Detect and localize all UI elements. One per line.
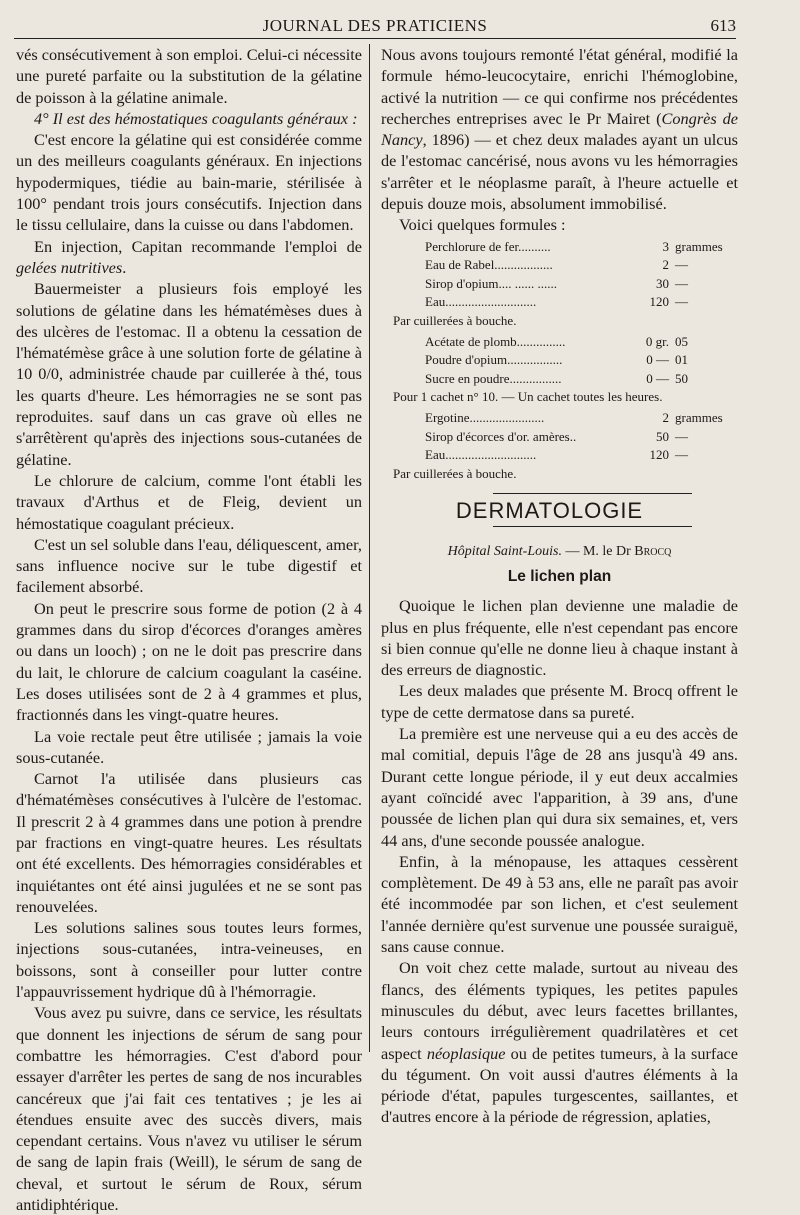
formula-row xyxy=(381,275,738,294)
ingredient-name: Sucre en poudre................ xyxy=(425,370,562,386)
text-run: On voit chez cette malade, surtout au niveau des flancs, des éléments typiques, les petites papules minuscules du début, avec leurs facettes brillantes, leurs contours irrégulièrement quadrilatères et cet aspect xyxy=(381,958,738,1063)
paragraph: Quoique le lichen plan devienne une maladie de plus en plus fréquente, elle n'est cependant pas encore si bien connue qu'elle ne donne lieu à chaque instant à des erreurs de diagnostic. xyxy=(381,596,738,680)
paragraph: Les deux malades que présente M. Brocq offrent le type de cette dermatose dans sa pureté. xyxy=(381,681,738,722)
ingredient-qty: 50 xyxy=(656,428,669,444)
formula-note: Par cuillerées à bouche. xyxy=(393,313,517,329)
ingredient-name: Ergotine....................... xyxy=(425,410,545,426)
ingredient-qty: 3 xyxy=(662,238,669,254)
italic-term: Congrès de Nancy xyxy=(381,108,739,150)
paragraph: C'est un sel soluble dans l'eau, déliquescent, amer, sans influence nocive sur le tube digestif et facilement absorbé. xyxy=(16,534,362,597)
text-run: . xyxy=(122,257,127,277)
formula-row xyxy=(381,293,738,312)
ingredient-name: Poudre d'opium................. xyxy=(425,352,563,368)
column-divider xyxy=(369,44,370,1052)
ingredient-unit: grammes xyxy=(675,238,723,254)
ingredient-unit: — xyxy=(675,294,688,310)
formula-note: Par cuillerées à bouche. xyxy=(393,465,517,481)
ingredient-unit: 50 xyxy=(675,370,688,386)
formula-note: Pour 1 cachet n° 10. — Un cachet toutes les heures. xyxy=(393,389,663,405)
ingredient-unit: grammes xyxy=(675,410,723,426)
formula-row xyxy=(381,446,738,465)
text-run: En injection, Capitan recommande l'emploi de xyxy=(34,236,362,256)
formula-row xyxy=(381,351,738,370)
ingredient-name: Sirop d'écorces d'or. amères.. xyxy=(425,428,577,444)
ingredient-unit: 01 xyxy=(675,352,688,368)
ingredient-unit: — xyxy=(675,447,688,463)
text-run: Nous avons toujours remonté l'état général, modifié la formule hémo-leucocytaire, enrichi l'hémoglobine, activé la nutrition — ce qui confirme nos précédentes recherches entreprises avec le Pr Mairet ( xyxy=(381,45,738,128)
paragraph: Les solutions salines sous toutes leurs formes, injections sous-cutanées, intra-veineuses, en boissons, sont à conseiller pour lutter contre l'appauvrissement hydrique dû à l'hémorragie. xyxy=(16,918,362,1002)
ingredient-name: Acétate de plomb............... xyxy=(425,333,566,349)
running-header xyxy=(14,12,736,39)
formula-row xyxy=(381,256,738,275)
ingredient-unit: — xyxy=(675,275,688,291)
paragraph: On peut le prescrire sous forme de potion (2 à 4 grammes dans du sirop d'écorces d'oranges amères ou dans un looch) ; on ne le doit pas prescrire dans du lait, le chlorure de calcium coagulant la caséine. Les doses utilisées sont de 2 à 4 grammes et plus, fractionnés dans les vingt-quatre heures. xyxy=(16,598,362,725)
ingredient-qty: 120 xyxy=(649,447,669,463)
paragraph: Enfin, à la ménopause, les attaques cessèrent complètement. De 49 à 53 ans, elle ne paraît pas avoir été incommodée par son lichen, et c'est seulement l'année dernière qu'est survenue une poussée suraiguë, sans cause connue. xyxy=(381,851,738,957)
ingredient-qty: 2 xyxy=(662,410,669,426)
ingredient-name: Eau............................ xyxy=(425,294,537,310)
formula-2 xyxy=(381,333,738,407)
formula-row xyxy=(381,370,738,389)
paragraph: Vous avez pu suivre, dans ce service, les résultats que donnent les injections de sérum de sang pour combattre les hémorragies. C'est d'abord pour essayer d'arrêter les pertes de sang de nos incurables cancéreux que j'ai fait ces tentatives ; je les ai étendues ensuite avec des succès divers, mais cependant certains. Vous n'avez vu utiliser le sérum de sang de lapin frais (Weill), le sérum de sang de cheval, et surtout le sérum de Roux, sérum antidiphtérique. xyxy=(16,1003,362,1215)
section-title: DERMATOLOGIE xyxy=(455,498,644,524)
formula-row xyxy=(381,409,738,428)
left-column xyxy=(16,44,362,1215)
italic-term: néoplasique xyxy=(426,1043,506,1063)
paragraph xyxy=(381,957,738,1127)
section-heading: 4° Il est des hémostatiques coagulants généraux : xyxy=(34,108,358,128)
formula-row xyxy=(381,428,738,447)
article-title: Le lichen plan xyxy=(507,567,612,585)
paragraph: Bauermeister a plusieurs fois employé les solutions de gélatine dans les hématémèses dues à des ulcères de l'estomac. Il a obtenu la cessation de l'hématémèse grâce à une solution forte de gélatine à 10 0/0, administrée chaude par cuillerée à thé, tous les quarts d'heure. Les hémorragies ne se sont pas reproduites. sauf dans un cas grave où elles ne s'arrêtèrent qu'après des injections sous-cutanées de gélatine. xyxy=(16,279,362,469)
ingredient-qty: 120 xyxy=(649,294,669,310)
right-column xyxy=(381,44,738,1128)
section-rule-bottom xyxy=(493,526,692,527)
ingredient-unit: 05 xyxy=(675,333,688,349)
ingredient-qty: 2 xyxy=(662,257,669,273)
ingredient-qty: 0 — xyxy=(646,352,669,368)
byline-author: Brocq xyxy=(634,543,672,559)
text-run: ou de petites tumeurs, à la surface du tégument. On voit aussi d'autres éléments à la période d'état, papules turgescentes, saillantes, et d'autres encore à la période de régression, aplaties, xyxy=(381,1043,739,1127)
paragraph: La première est une nerveuse qui a eu des accès de mal comitial, depuis l'âge de 28 ans jusqu'à 49 ans. Durant cette longue période, il y eut deux accalmies ayant coïncidé avec l'apparition, à 39 ans, d'une poussée de lichen plan qui dura six semaines, et, vers 44 ans, d'une seconde poussée analogue. xyxy=(381,724,738,850)
paragraph: vés consécutivement à son emploi. Celui-ci nécessite une pureté parfaite ou la substitution de la gélatine de poisson à la gélatine animale. xyxy=(16,45,362,107)
formula-row xyxy=(381,333,738,352)
formulas-intro: Voici quelques formules : xyxy=(399,215,566,235)
paragraph: C'est encore la gélatine qui est considérée comme un des meilleurs coagulants généraux. En injections hypodermiques, tiédie au bain-marie, stérilisée à 100° pendant trois jours consécutifs. Injection dans le tissu cellulaire, dans la cuisse ou dans l'abdomen. xyxy=(16,130,362,235)
ingredient-qty: 0 — xyxy=(646,370,669,386)
paragraph: Le chlorure de calcium, comme l'ont établi les travaux d'Arthus et de Fleig, devient un hémostatique coagulant précieux. xyxy=(16,470,362,533)
section-rule-top xyxy=(493,493,692,494)
journal-title: JOURNAL DES PRATICIENS xyxy=(262,16,488,35)
paragraph xyxy=(381,44,738,214)
byline-place: Hôpital Saint-Louis. xyxy=(447,543,562,559)
page-number: 613 xyxy=(710,16,736,35)
article-byline xyxy=(381,541,738,562)
byline-sep: — M. le Dr xyxy=(561,543,635,559)
italic-term: gelées nutritives xyxy=(16,257,123,277)
ingredient-name: Sirop d'opium.... ...... ...... xyxy=(425,275,557,291)
paragraph: La voie rectale peut être utilisée ; jamais la voie sous-cutanée. xyxy=(16,726,362,767)
formula-row xyxy=(381,238,738,257)
ingredient-name: Perchlorure de fer.......... xyxy=(425,238,551,254)
formula-3 xyxy=(381,409,738,483)
ingredient-name: Eau............................ xyxy=(425,447,537,463)
ingredient-unit: — xyxy=(675,257,688,273)
text-run: , 1896) — et chez deux malades ayant un ulcus de l'estomac cancérisé, nous avons vu les hémorragies s'arrêter et le néoplasme paraît, à l'heure actuelle et depuis douze mois, absolument immobilisé. xyxy=(381,130,738,214)
formula-1 xyxy=(381,238,738,331)
paragraph: Carnot l'a utilisée dans plusieurs cas d'hématémèses consécutives à l'ulcère de l'estomac. Il prescrit 2 à 4 grammes dans une potion à prendre par fractions en vingt-quatre heures. Les résultats ont été excellents. Des hémorragies considérables et inquiétantes ont été ainsi jugulées et ne se sont pas renouvelées. xyxy=(16,769,362,916)
paragraph xyxy=(16,236,362,279)
ingredient-qty: 30 xyxy=(656,275,669,291)
ingredient-qty: 0 gr. xyxy=(645,333,669,349)
ingredient-unit: — xyxy=(675,428,688,444)
ingredient-name: Eau de Rabel.................. xyxy=(425,257,553,273)
